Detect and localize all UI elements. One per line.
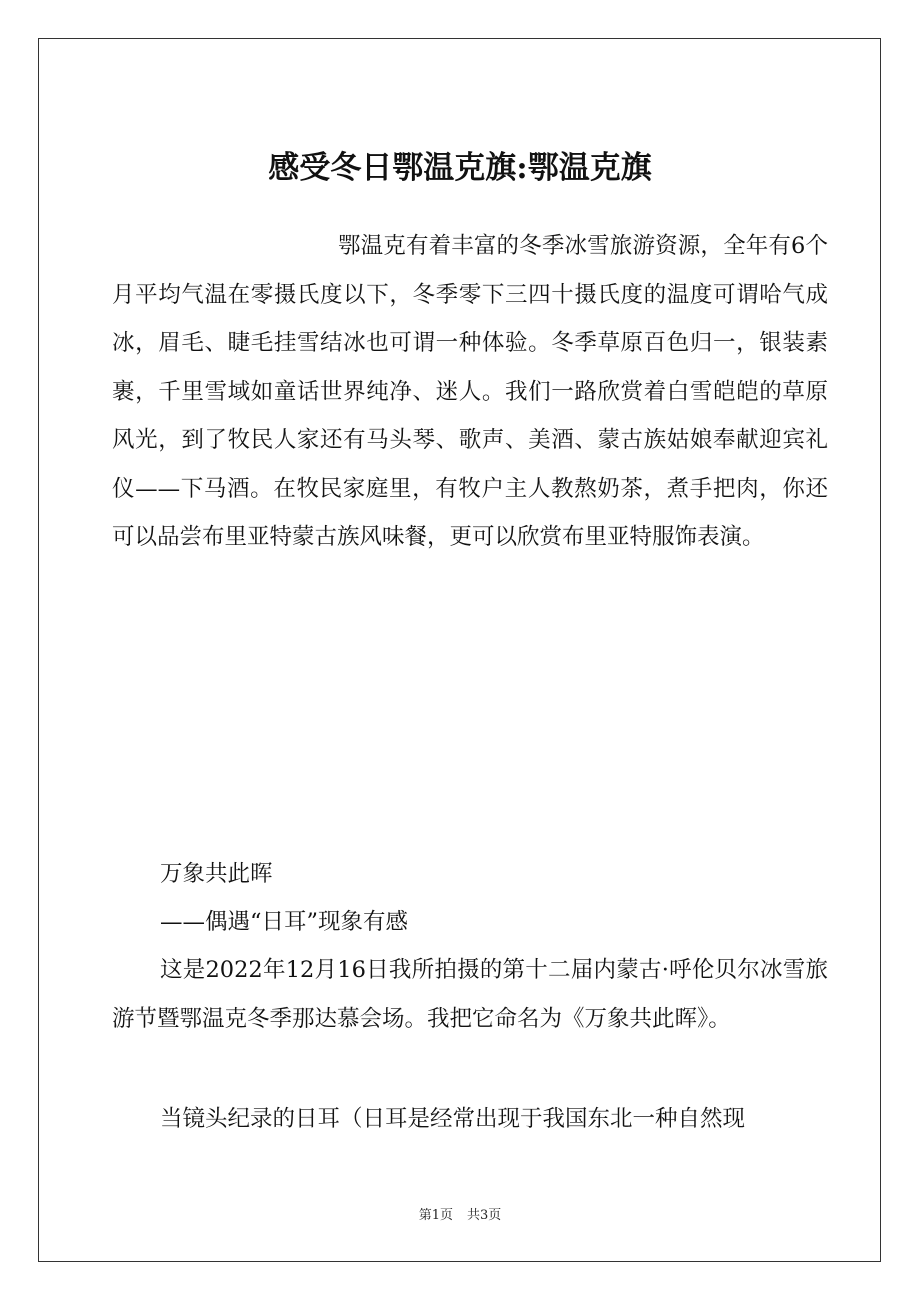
body-paragraph-photo: 这是2022年12月16日我所拍摄的第十二届内蒙古·呼伦贝尔冰雪旅游节暨鄂温克冬季那达慕会场。我把它命名为《万象共此晖》。	[112, 957, 828, 1032]
section-heading: 万象共此晖	[160, 861, 273, 887]
page-footer	[0, 1206, 920, 1226]
body-paragraph-continued: 当镜头纪录的日耳（日耳是经常出现于我国东北一种自然现	[160, 1106, 746, 1132]
intro-paragraph: 鄂温克有着丰富的冬季冰雪旅游资源，全年有6个月平均气温在零摄氏度以下，冬季零下三四十摄氏度的温度可谓哈气成冰，眉毛、睫毛挂雪结冰也可谓一种体验。冬季草原百色归一，银装素裹，千里雪域如童话世界纯净、迷人。我们一路欣赏着白雪皑皑的草原风光，到了牧民人家还有马头琴、歌声、美酒、蒙古族姑娘奉献迎宾礼仪——下马酒。在牧民家庭里，有牧户主人教熬奶茶，煮手把肉，你还可以品尝布里亚特蒙古族风味餐，更可以欣赏布里亚特服饰表演。	[112, 233, 828, 550]
page-number: 第1页	[418, 1208, 453, 1223]
page-total: 共3页	[467, 1208, 502, 1223]
section-subheading: ——偶遇“日耳”现象有感	[160, 909, 409, 935]
document-title: 感受冬日鄂温克旗:鄂温克旗	[268, 150, 652, 186]
